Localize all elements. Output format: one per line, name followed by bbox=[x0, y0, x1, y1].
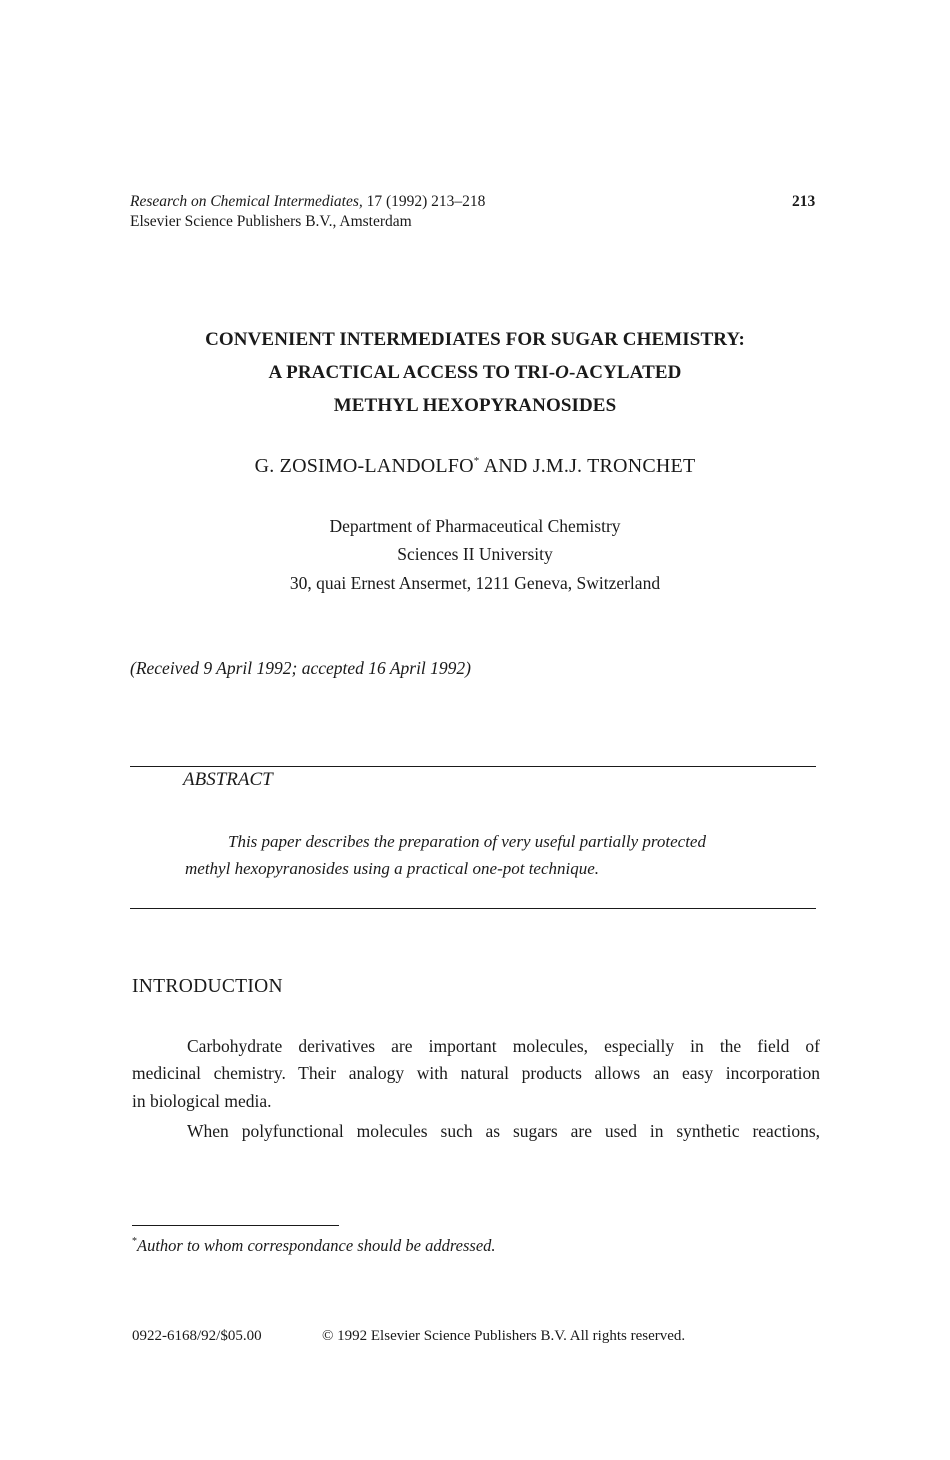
issn-price-code: 0922-6168/92/$05.00 bbox=[132, 1328, 262, 1344]
abstract-heading: ABSTRACT bbox=[183, 769, 273, 790]
journal-citation bbox=[130, 193, 485, 211]
abstract-top-rule bbox=[130, 766, 816, 767]
title-line-2-start: A PRACTICAL ACCESS TO TRI- bbox=[268, 362, 556, 383]
introduction-line-4: When polyfunctional molecules such as sugars are used in synthetic reactions, bbox=[187, 1121, 820, 1141]
introduction-line-1: Carbohydrate derivatives are important molecules, especially in the field of bbox=[187, 1036, 820, 1056]
abstract-text-line-2: methyl hexopyranosides using a practical one-pot technique. bbox=[185, 859, 600, 878]
affiliation-department: Department of Pharmaceutical Chemistry bbox=[329, 516, 621, 536]
journal-title: Research on Chemical Intermediates, bbox=[130, 193, 363, 210]
footnote-text: Author to whom correspondance should be addressed. bbox=[137, 1236, 496, 1255]
introduction-line-2: medicinal chemistry. Their analogy with natural products allows an easy incorporation bbox=[132, 1063, 820, 1083]
author-rest: AND J.M.J. TRONCHET bbox=[479, 455, 696, 477]
journal-volume-pages: 17 (1992) 213–218 bbox=[366, 193, 486, 210]
footnote bbox=[132, 1236, 496, 1256]
title-line-2-end: -ACYLATED bbox=[569, 362, 682, 383]
abstract-text-line-1: This paper describes the preparation of very useful partially protected bbox=[228, 832, 706, 851]
received-dates: (Received 9 April 1992; accepted 16 April 1992) bbox=[130, 658, 471, 678]
introduction-line-3: in biological media. bbox=[132, 1091, 272, 1111]
author-first: G. ZOSIMO-LANDOLFO bbox=[254, 455, 474, 477]
author-list bbox=[0, 455, 950, 478]
publisher-line: Elsevier Science Publishers B.V., Amsterdam bbox=[130, 213, 412, 230]
page-number: 213 bbox=[792, 193, 816, 210]
abstract-bottom-rule bbox=[130, 908, 816, 909]
paper-title-line-3: METHYL HEXOPYRANOSIDES bbox=[333, 395, 617, 416]
footnote-marker: * bbox=[132, 1236, 137, 1247]
title-italic-o: O bbox=[555, 362, 569, 383]
paper-title-line-1: CONVENIENT INTERMEDIATES FOR SUGAR CHEMISTRY: bbox=[205, 329, 745, 350]
introduction-heading: INTRODUCTION bbox=[132, 976, 283, 997]
affiliation-address: 30, quai Ernest Ansermet, 1211 Geneva, Switzerland bbox=[289, 573, 661, 593]
paper-title-line-2 bbox=[0, 362, 950, 384]
affiliation-institution: Sciences II University bbox=[397, 544, 553, 564]
copyright-notice: © 1992 Elsevier Science Publishers B.V. All rights reserved. bbox=[322, 1328, 686, 1344]
author-footnote-marker: * bbox=[473, 455, 480, 467]
footnote-rule bbox=[132, 1225, 339, 1226]
